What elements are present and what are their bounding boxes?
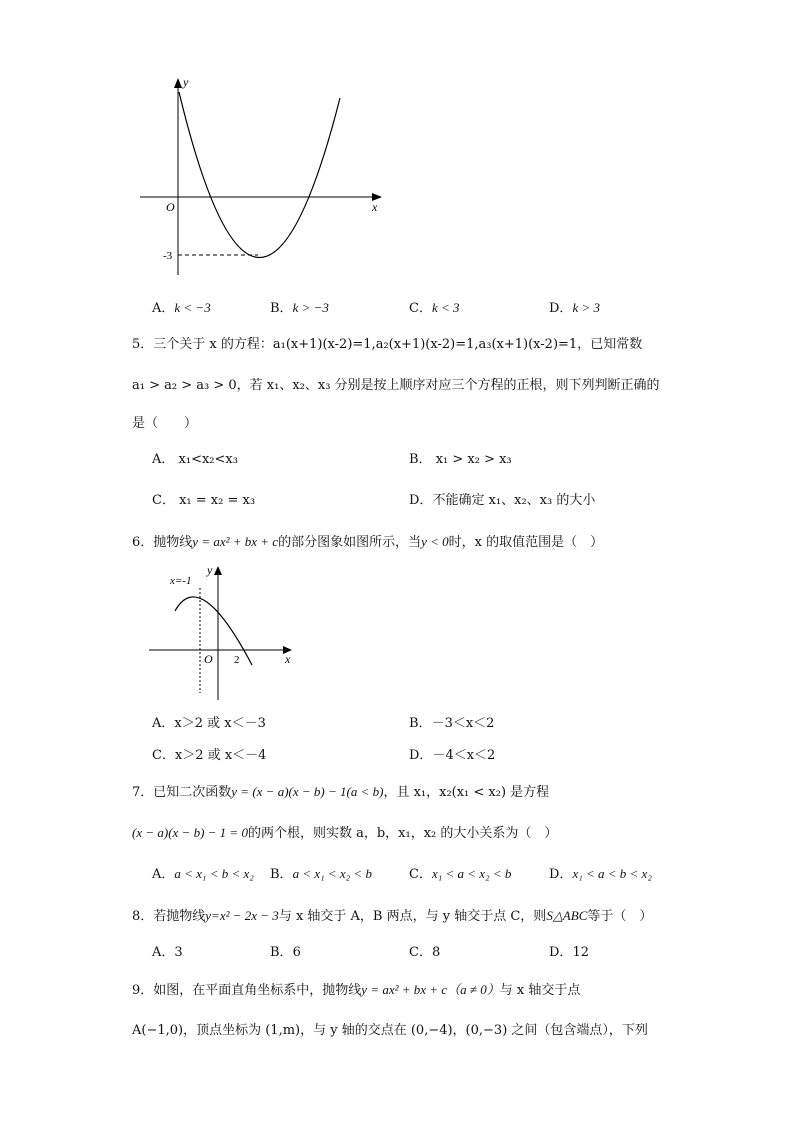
origin-label: O — [166, 200, 175, 214]
q8-option-a-letter: A． — [152, 945, 175, 960]
q9-line-1 — [132, 979, 580, 998]
q6-condition: y < 0 — [421, 534, 449, 549]
q6-option-c-text: x＞2 或 x＜－4 — [174, 748, 267, 763]
q7-option-b-letter: B． — [270, 867, 293, 882]
q5-option-c[interactable] — [152, 489, 255, 508]
q5-eq1: a₁(x+1)(x-2)=1, — [272, 337, 376, 352]
q8-option-b[interactable] — [270, 941, 301, 960]
y-mark-label: -3 — [163, 250, 173, 262]
q7-option-b[interactable] — [270, 863, 372, 882]
q4-option-c[interactable] — [409, 297, 460, 316]
q6-option-a-text: x＞2 或 x＜－3 — [174, 716, 266, 731]
q5-option-c-letter: C． — [152, 493, 175, 508]
q6-mid: 的部分图象如图所示，当 — [278, 535, 422, 550]
q4-option-b[interactable] — [270, 297, 329, 316]
q7-line-2 — [132, 822, 557, 841]
q9-formula: y = ax² + bx + c（a ≠ 0） — [361, 982, 500, 997]
y-axis-label: y — [207, 563, 213, 577]
origin-label: O — [204, 652, 213, 666]
q5-line-3: 是（ ） — [132, 416, 198, 431]
q5-line1-suffix: ，已知常数 — [577, 337, 643, 352]
axis-of-symmetry-label: x=-1 — [170, 575, 192, 587]
q5-option-a[interactable] — [152, 448, 238, 467]
q8-option-d-text: 12 — [572, 945, 589, 960]
q5-option-d-letter: D． — [409, 493, 433, 508]
q8-option-c[interactable] — [409, 941, 440, 960]
q5-condition: a₁ > a₂ > a₃ > 0 — [132, 378, 237, 393]
x-axis-label: x — [285, 652, 291, 666]
q8-option-c-letter: C． — [409, 945, 432, 960]
q8-area: S△ABC — [546, 908, 588, 923]
q5-prefix: 5．三个关于 x 的方程： — [132, 337, 273, 352]
q8-option-a[interactable] — [152, 941, 183, 960]
q5-eq2: a₂(x+1)(x-2)=1, — [375, 337, 479, 352]
q5-option-b-letter: B． — [409, 452, 432, 467]
q5-line-2 — [132, 374, 660, 393]
q7-option-d-text: x₁ < a < b < x₂ — [572, 866, 652, 881]
q5-line2-text: ，若 x₁、x₂、x₃ 分别是按上顺序对应三个方程的正根，则下列判断正确的 — [236, 378, 660, 393]
q7-line-1 — [132, 781, 549, 800]
q6-formula: y = ax² + bx + c — [192, 534, 279, 549]
q7-option-b-text: a < x₁ < x₂ < b — [292, 866, 372, 881]
q6-option-b-letter: B． — [409, 716, 432, 731]
q4-option-d[interactable] — [549, 297, 600, 316]
q6-option-c[interactable] — [152, 744, 266, 763]
q7-option-c-text: x₁ < a < x₂ < b — [431, 866, 512, 881]
q9-prefix: 9．如图，在平面直角坐标系中，抛物线 — [132, 983, 362, 998]
q6-prefix: 6．抛物线 — [132, 535, 193, 550]
q8-option-d[interactable] — [549, 941, 589, 960]
parabola-curve — [175, 597, 252, 665]
q4-option-a[interactable] — [152, 297, 211, 316]
q5-eq3: a₃(x+1)(x-2)=1 — [478, 337, 578, 352]
q9-line-2: A(−1,0)，顶点坐标为 (1,m)，与 y 轴的交点在 (0,−4)，(0,−3) 之间（包含端点），下列 — [132, 1023, 648, 1038]
q4-option-c-letter: C． — [409, 301, 432, 316]
q4-option-d-letter: D． — [549, 301, 573, 316]
q8-option-c-text: 8 — [431, 945, 441, 960]
q8-option-b-text: 6 — [292, 945, 301, 960]
q7-line2-text: 的两个根，则实数 a，b，x₁，x₂ 的大小关系为（ ） — [247, 826, 558, 841]
q4-option-b-letter: B． — [270, 301, 293, 316]
parabola-graph-2 — [145, 560, 300, 705]
q6-option-a-letter: A． — [152, 716, 175, 731]
q6-option-d-text: －4＜x＜2 — [432, 748, 496, 763]
q6-option-d-letter: D． — [409, 748, 433, 763]
q8-stem — [132, 905, 652, 924]
q7-option-c[interactable] — [409, 863, 511, 882]
q6-option-b[interactable] — [409, 712, 494, 731]
q7-option-a-text: a < x₁ < b < x₂ — [174, 866, 254, 881]
q8-suffix: 等于（ ） — [587, 909, 653, 924]
q5-option-d[interactable] — [409, 489, 595, 508]
q4-option-d-text: k > 3 — [572, 300, 600, 315]
q6-option-a[interactable] — [152, 712, 266, 731]
q7-option-c-letter: C． — [409, 867, 432, 882]
q4-option-a-letter: A． — [152, 301, 175, 316]
q5-line-1 — [132, 333, 642, 352]
y-axis-arrow — [174, 78, 182, 88]
q5-option-d-text: 不能确定 x₁、x₂、x₃ 的大小 — [432, 493, 596, 508]
q5-option-a-letter: A． — [152, 452, 175, 467]
q6-option-d[interactable] — [409, 744, 495, 763]
x-mark-label: 2 — [234, 654, 240, 666]
q8-option-b-letter: B． — [270, 945, 293, 960]
parabola-graph-1 — [130, 70, 400, 280]
q6-option-c-letter: C． — [152, 748, 175, 763]
q8-option-d-letter: D． — [549, 945, 573, 960]
parabola-curve — [179, 92, 340, 258]
q5-option-b[interactable] — [409, 448, 512, 467]
q7-option-d-letter: D． — [549, 867, 573, 882]
q8-mid: 与 x 轴交于 A，B 两点，与 y 轴交于点 C，则 — [278, 909, 547, 924]
y-axis-arrow — [214, 566, 222, 575]
q7-option-a-letter: A． — [152, 867, 175, 882]
q4-option-b-text: k > −3 — [292, 300, 329, 315]
x-axis-label: x — [372, 200, 378, 214]
q4-option-c-text: k < 3 — [431, 300, 460, 315]
q4-option-a-text: k < −3 — [174, 300, 211, 315]
q8-formula: y=x² − 2x − 3 — [205, 908, 279, 923]
q7-option-a[interactable] — [152, 863, 254, 882]
q6-suffix: 时，x 的取值范围是（ ） — [448, 535, 604, 550]
q7-prefix: 7．已知二次函数 — [132, 785, 232, 800]
q5-option-b-text: x₁ > x₂ > x₃ — [435, 452, 512, 467]
q6-option-b-text: －3＜x＜2 — [431, 716, 495, 731]
q5-option-c-text: x₁ = x₂ = x₃ — [179, 493, 256, 508]
q7-option-d[interactable] — [549, 863, 652, 882]
q8-prefix: 8．若抛物线 — [132, 909, 206, 924]
q9-suffix: 与 x 轴交于点 — [499, 983, 581, 998]
q6-stem — [132, 531, 603, 550]
q7-equation: (x − a)(x − b) − 1 = 0 — [132, 825, 248, 840]
q5-option-a-text: x₁<x₂<x₃ — [178, 452, 238, 467]
y-axis-label: y — [183, 75, 189, 89]
q7-formula: y = (x − a)(x − b) − 1(a < b) — [231, 784, 384, 799]
q7-mid: ，且 x₁，x₂(x₁ < x₂) 是方程 — [383, 785, 550, 800]
q8-option-a-text: 3 — [174, 945, 183, 960]
